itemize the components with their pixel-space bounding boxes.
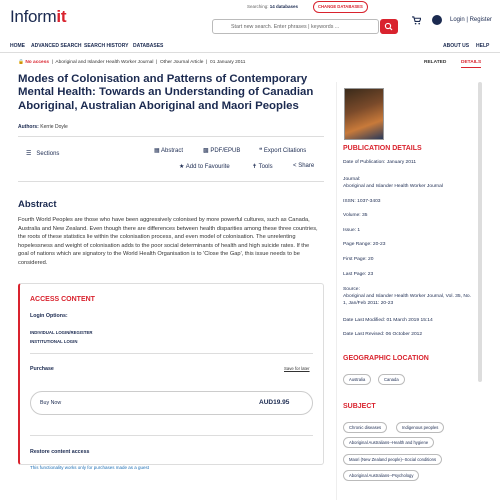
quote-icon: ❝ (259, 148, 263, 154)
journal-name: Aboriginal and Islander Health Worker Journal (343, 184, 443, 189)
abstract-button[interactable]: ▦ Abstract (154, 148, 184, 154)
restore-note: This functionality works only for purchases made as a guest (30, 465, 150, 470)
tab-details[interactable]: DETAILS (461, 60, 481, 68)
scrollbar[interactable] (478, 82, 482, 382)
databases-count[interactable]: 14 databases (269, 4, 299, 9)
nav-advanced-search[interactable]: ADVANCED SEARCH (31, 43, 82, 49)
first-page: First Page: 20 (343, 257, 374, 262)
subject-tag[interactable]: Chronic diseases (343, 422, 387, 433)
purchase-label: Purchase (30, 366, 54, 372)
nav-databases[interactable]: DATABASES (133, 43, 164, 49)
access-content-title: ACCESS CONTENT (30, 296, 95, 303)
nav-search-history[interactable]: SEARCH HISTORY (84, 43, 129, 49)
last-revised: Date Last Revised: 06 October 2012 (343, 332, 423, 337)
change-databases-button[interactable]: CHANGE DATABASES (313, 1, 368, 13)
subject-tag[interactable]: Aboriginal Australians--Psychology (343, 470, 419, 481)
file-icon: ▩ (203, 148, 209, 154)
login-register-link[interactable]: Login | Register (450, 17, 492, 23)
save-for-later-link[interactable]: Save for later (284, 366, 310, 371)
abstract-heading: Abstract (18, 199, 57, 210)
divider (0, 52, 500, 53)
star-icon: ★ (179, 164, 185, 170)
publication-details-heading: PUBLICATION DETAILS (343, 145, 422, 152)
last-modified: Date Last Modified: 01 March 2019 15:14 (343, 318, 433, 323)
search-input[interactable]: Start new search. Enter phrases | keywords ... (212, 19, 379, 34)
individual-login-link[interactable]: INDIVIDUAL LOGIN/REGISTER (30, 330, 93, 335)
cart-icon[interactable] (412, 16, 421, 27)
journal-cover-image (344, 88, 384, 140)
breadcrumb-date: 01 January 2011 (210, 60, 246, 65)
access-content-panel (18, 283, 324, 465)
breadcrumb: 🔒 No access | Aboriginal and Islander Health Worker Journal | Other Journal Article | 01 January 2011 (18, 60, 246, 65)
breadcrumb-type: Other Journal Article (160, 60, 204, 65)
subject-tag[interactable]: Indigenous peoples (396, 422, 444, 433)
page-title: Modes of Colonisation and Patterns of Contemporary Mental Health: Towards an Understanding of Canadian Aboriginal, Australian Aboriginal and Maori Peoples (18, 73, 314, 112)
document-icon: ▦ (154, 148, 160, 154)
institutional-login-link[interactable]: INSTITUTIONAL LOGIN (30, 339, 78, 344)
share-icon: < (293, 163, 297, 169)
wrench-icon: ✝ (252, 164, 258, 170)
last-page: Last Page: 23 (343, 272, 374, 277)
subject-heading: SUBJECT (343, 403, 376, 410)
nav-help[interactable]: HELP (476, 43, 490, 49)
geographic-location-heading: GEOGRAPHIC LOCATION (343, 355, 429, 362)
share-button[interactable]: < Share (293, 163, 315, 169)
authors: Authors: Kerrie Doyle (18, 124, 68, 130)
add-favourite-button[interactable]: ★ Add to Favourite (179, 164, 230, 170)
nav-about-us[interactable]: ABOUT US (443, 43, 470, 49)
issue: Issue: 1 (343, 228, 361, 233)
source: Aboriginal and Islander Health Worker Journal, Vol. 35, No. 1, Jan/Feb 2011: 20-23 (343, 294, 471, 306)
divider (30, 353, 313, 354)
search-icon (380, 19, 398, 34)
nav-home[interactable]: HOME (10, 43, 25, 49)
price: AUD19.95 (259, 399, 290, 406)
abstract-text: Fourth World Peoples are those who have been aggressively colonised by more powerful cultures, such as Canada, Australia and New Zealand. Even though there are differences between health disparities among these three countries, the roots of these statistics lie within the colonisation process, and even model of colonisation. The unrelenting hopelessness and weight of colonisation adds to the poor social determinants of health and high suicide rates. If the goal of nations which are signatory to the World Health Organisation is to 'Close the Gap', this issue needs to be considered. (18, 217, 318, 266)
author-link[interactable]: Kerrie Doyle (40, 124, 68, 130)
buy-now-label: Buy Now (40, 400, 62, 406)
access-status: No access (25, 60, 50, 65)
issn: ISSN: 1037-3403 (343, 199, 381, 204)
tools-button[interactable]: ✝ Tools (252, 164, 273, 170)
sections-button[interactable]: ☰ Sections (26, 151, 60, 157)
divider (18, 181, 324, 182)
divider (18, 136, 324, 137)
divider (30, 435, 313, 436)
geo-tag-australia[interactable]: Australia (343, 374, 371, 385)
restore-access-link[interactable]: Restore content access (30, 449, 90, 455)
user-icon[interactable] (432, 15, 442, 25)
geo-tag-canada[interactable]: Canada (378, 374, 405, 385)
page-range: Page Range: 20-23 (343, 242, 386, 247)
journal-label: Journal: (343, 177, 361, 182)
tab-related[interactable]: RELATED (424, 60, 447, 65)
breadcrumb-journal[interactable]: Aboriginal and Islander Health Worker Journal (55, 60, 154, 65)
date-of-publication: Date of Publication: January 2011 (343, 160, 417, 165)
lock-icon: 🔒 (18, 60, 24, 65)
searching-databases: Searching: 14 databases (247, 4, 299, 9)
subject-tag[interactable]: Maori (New Zealand people)--Social conditions (343, 454, 442, 465)
login-options-label: Login Options: (30, 313, 68, 319)
export-citations-button[interactable]: ❝ Export Citations (259, 148, 307, 154)
informit-logo[interactable]: Informit (10, 7, 67, 26)
source-label: Source: (343, 287, 360, 292)
menu-icon: ☰ (26, 151, 32, 157)
search-button[interactable] (380, 19, 398, 34)
pdf-epub-button[interactable]: ▩ PDF/EPUB (203, 148, 241, 154)
subject-tag[interactable]: Aboriginal Australians--Health and hygiene (343, 437, 434, 448)
volume: Volume: 35 (343, 213, 368, 218)
